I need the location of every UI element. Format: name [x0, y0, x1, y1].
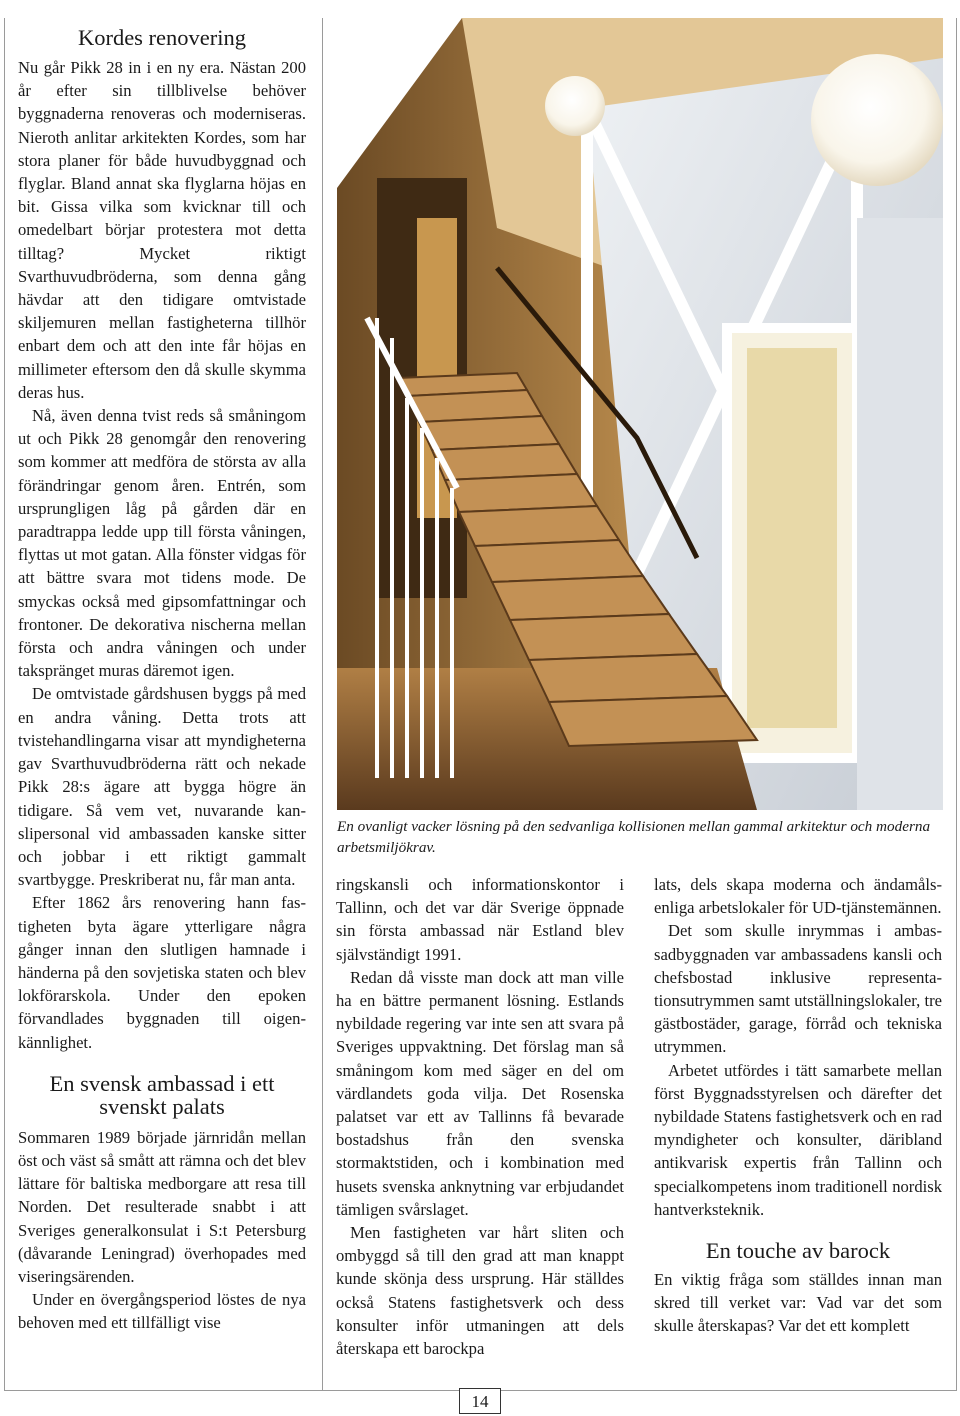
page-number: 14 [459, 1388, 501, 1414]
page-frame-left [4, 18, 5, 1391]
article-paragraph: De omtvistade gårdshusen byggs på med en andra våning. Detta trots att tvistehandlingarna visar att myndigheterna gav Svarthuvudbröderna rätt och nekade Pikk 28:s ägare att bygga högre än tidigare. Så vem vet, nuvarande kanslipersonal vid ambassaden kanske sitter och jobbar i ett riktigt gammalt svartbygge. Preskriberat nu, får man anta. [18, 684, 306, 890]
article-column-3 [654, 873, 942, 1338]
article-paragraph: Under en övergångsperiod löstes de nya behoven med ett tillfälligt vise [18, 1290, 306, 1333]
article-column-1 [18, 26, 306, 1335]
article-paragraph: ringskansli och informationskontor i Tallinn, och det var där Sverige öppnade sin första ambassad när Estland blev självständigt 1991. [336, 875, 624, 964]
article-paragraph: Nu går Pikk 28 in i en ny era. Nästan 200 år efter sin tillblivelse behöver byggnaderna renoveras och moderniseras. Nieroth anlitar arkitekten Kordes, som har stora planer för både huvudbyggnad och flyglar. Bland annat ska flyglarna höjas en bit. Gissa vilka som kvicknar till och omedelbart börjar protestera mot detta tilltag? Mycket riktigt Svarthuvudbröderna, som denna gång hävdar att den tidigare omtvistade skiljemuren mellan fastigheterna tillhör enbart dem och att den inte får höjas en millimeter eftersom den då skulle skymma deras hus. [18, 58, 306, 402]
article-paragraph: Redan då visste man dock att man ville ha en bättre permanent lösning. Estlands nybildade regering var inte sen att svara på Sveriges uppvaktning. Det förslag man så småningom kom med säger en del om värdlandets goda vilja. Det Rosenska palatset var ett av Tallinns få bevarade bostadshus från den svenska stormaktstiden, och i kombination med husets svenska anknytning var erbjudandet tämligen svårslaget. [336, 967, 624, 1219]
article-paragraph: lats, dels skapa moderna och ändamålsenliga arbetslokaler för UD-tjänstemännen. [654, 875, 942, 918]
article-heading: Kordes renovering [77, 25, 247, 50]
article-column-2 [336, 873, 624, 1360]
staircase-illustration [337, 18, 943, 810]
article-paragraph: Arbetet utfördes i tätt samarbete mellan först Byggnadsstyrelsen och därefter det nybildade Statens fastighetsverk och en rad myndigheter och konsulter, däribland antikvarisk expertis från Tallinn och specialkompetens inom traditionell nordisk hantverksteknik. [654, 1060, 943, 1219]
page-frame-right [956, 18, 957, 1391]
article-paragraph: Efter 1862 års renovering hann fastigheten byta ägare ytterligare några gånger innan den slutligen hamnade i händerna på den sovjetiska staten och blev lokförarskola. Under den epoken förvandlades byggnaden till oigenkännlighet. [18, 893, 306, 1052]
article-paragraph: En viktig fråga som ställdes innan man skred till verket var: Vad var det som skulle återskapas? Var det ett komplett [654, 1270, 942, 1336]
article-paragraph: Men fastigheten var hårt sliten och ombyggd så till den grad att man knappt kunde skönja dess ursprung. Här ställdes också Statens fastighetsverk och dess konsulter inför utmaningen att dels återskapa ett barockpa [336, 1223, 624, 1359]
section-heading-ambassad: En svensk ambassad i ett svenskt palats [49, 1070, 275, 1119]
photo-caption: En ovanligt vacker lösning på den sedvanliga kollisionen mellan gammal arkitektur och moderna arbetsmiljökrav. [337, 818, 931, 856]
staircase-photo [337, 18, 943, 810]
article-paragraph: Nå, även denna tvist reds så småningom ut och Pikk 28 genomgår den renovering som kommer att medföra de största av alla förändringar genom åren. Entrén, som ursprungligen låg på gården där en paradtrappa ledde upp till första våningen, flyttas ut mot gatan. Alla fönster vidgas för att bättre svara mot tidens mode. De smyckas också med gipsomfattningar och frontoner. De dekorativa nischerna mellan första och andra våningen och under takspränget muras däremot igen. [18, 406, 306, 681]
section-heading-barock: En touche av barock [705, 1238, 891, 1264]
column-divider [322, 18, 323, 1391]
article-paragraph: Det som skulle inrymmas i ambassadbyggnaden var ambassadens kansli och chefsbostad inklusive representationsutrymmen samt utställningslokaler, tre gästbostäder, garage, förråd och tekniska utrymmen. [654, 921, 942, 1057]
article-paragraph: Sommaren 1989 började järnridån mellan öst och väst så smått att rämna och det blev lättare för baltiska medborgare att resa till Norden. Det resulterade snabbt i att Sveriges generalkonsulat i S:t Petersburg (dåvarande Leningrad) överhopades med viseringsärenden. [18, 1127, 307, 1286]
